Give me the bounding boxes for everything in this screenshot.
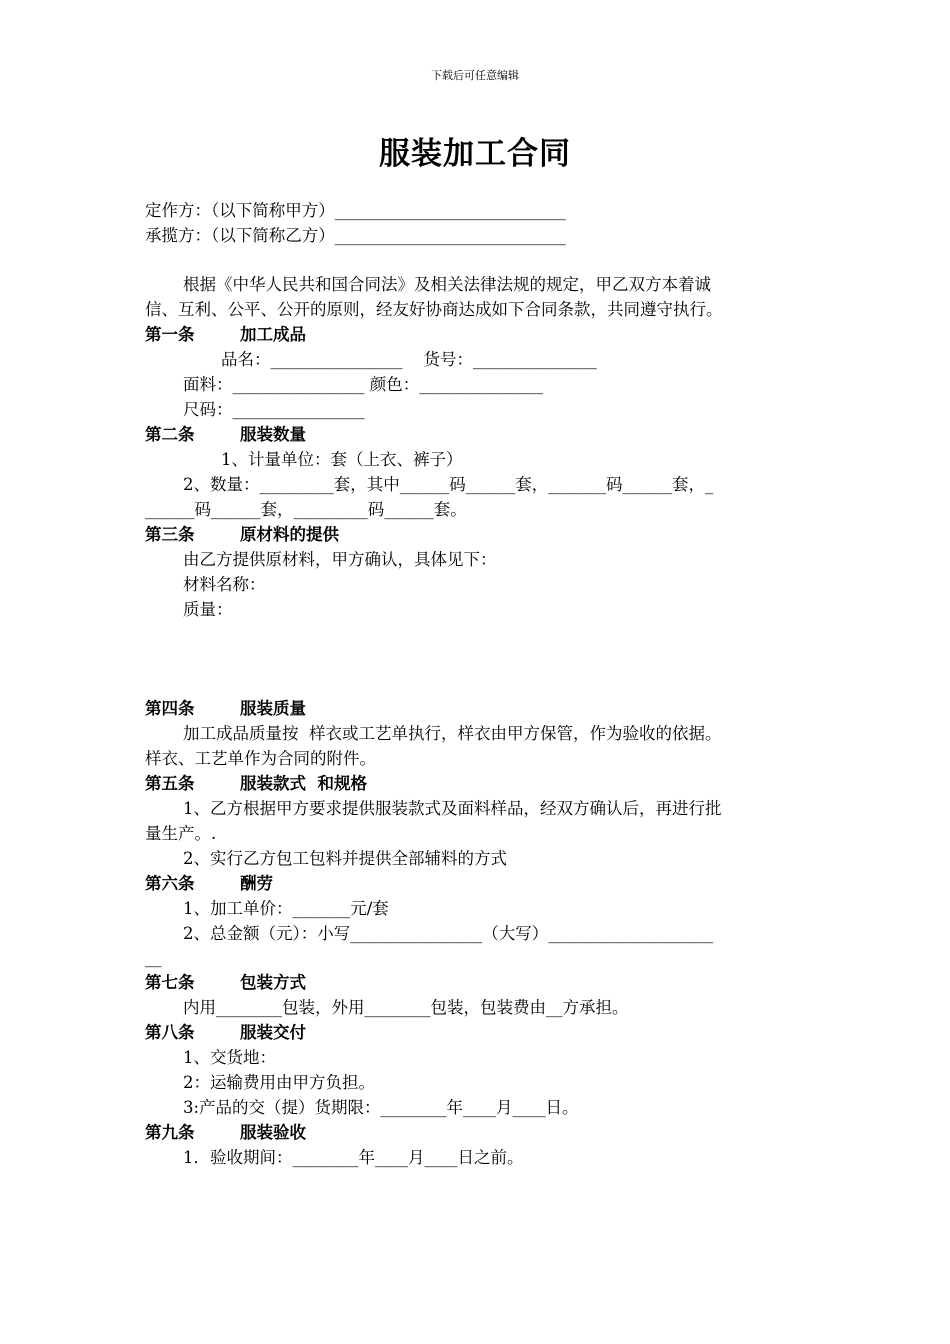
article-title: 服装质量 bbox=[240, 699, 306, 718]
article-line: 质量： bbox=[183, 600, 233, 619]
article-line: 由乙方提供原材料，甲方确认，具体见下： bbox=[183, 550, 497, 569]
article-line: 2：运输费用由甲方负担。 bbox=[183, 1073, 375, 1092]
article-number: 第七条 bbox=[145, 973, 195, 992]
article-line: 品名：________________ 货号：_______________ bbox=[221, 350, 597, 369]
article-title: 服装验收 bbox=[240, 1123, 306, 1142]
article-line: 材料名称： bbox=[183, 575, 266, 594]
article-line: 1．验收期间：________年____月____日之前。 bbox=[183, 1148, 524, 1167]
header-note: 下载后可任意编辑 bbox=[431, 69, 519, 82]
article-line: 1、加工单价：_______元/套 bbox=[183, 899, 389, 918]
article-line: 1、乙方根据甲方要求提供服装款式及面料样品，经双方确认后，再进行批 bbox=[183, 799, 722, 818]
article-title: 服装交付 bbox=[240, 1023, 306, 1042]
article-number: 第八条 bbox=[145, 1023, 195, 1042]
article-number: 第五条 bbox=[145, 774, 195, 793]
article-title: 包装方式 bbox=[240, 973, 306, 992]
document-title: 服装加工合同 bbox=[379, 136, 571, 172]
party-b-line: 承揽方：（以下简称乙方）____________________________ bbox=[145, 226, 566, 245]
article-line: 尺码：________________ bbox=[183, 400, 365, 419]
article-line: 2、数量：_________套，其中______码______套，_______码______套，_ bbox=[183, 475, 714, 494]
article-number: 第一条 bbox=[145, 325, 195, 344]
article-number: 第二条 bbox=[145, 425, 195, 444]
article-title: 加工成品 bbox=[240, 325, 306, 344]
article-title: 原材料的提供 bbox=[240, 525, 339, 544]
article-title: 酬劳 bbox=[240, 874, 273, 893]
article-line: 量生产。. bbox=[145, 824, 217, 843]
article-number: 第六条 bbox=[145, 874, 195, 893]
article-number: 第九条 bbox=[145, 1123, 195, 1142]
article-line: 加工成品质量按 样衣或工艺单执行，样衣由甲方保管，作为验收的依据。 bbox=[183, 724, 722, 743]
article-number: 第三条 bbox=[145, 525, 195, 544]
article-line: 内用________包装，外用________包装，包装费由__方承担。 bbox=[183, 998, 629, 1017]
article-title: 服装款式 和规格 bbox=[240, 774, 367, 793]
article-line: 3:产品的交（提）货期限：________年____月____日。 bbox=[183, 1098, 579, 1117]
article-line: ______码______套，_________码______套。 bbox=[145, 500, 467, 519]
intro-line: 信、互利、公平、公开的原则，经友好协商达成如下合同条款，共同遵守执行。 bbox=[145, 300, 723, 319]
article-line: 1、计量单位：套（上衣、裤子） bbox=[221, 450, 463, 469]
article-line: 2、实行乙方包工包料并提供全部辅料的方式 bbox=[183, 849, 507, 868]
article-line: 面料：________________ 颜色：_______________ bbox=[183, 375, 543, 394]
intro-line: 根据《中华人民共和国合同法》及相关法律法规的规定，甲乙双方本着诚 bbox=[183, 275, 711, 294]
article-line: 1、交货地： bbox=[183, 1048, 276, 1067]
article-line: 2、总金额（元）：小写________________（大写）____________________ bbox=[183, 924, 714, 943]
article-title: 服装数量 bbox=[240, 425, 306, 444]
article-line: __ bbox=[145, 948, 162, 967]
party-a-line: 定作方：（以下简称甲方）____________________________ bbox=[145, 201, 566, 220]
article-number: 第四条 bbox=[145, 699, 195, 718]
article-line: 样衣、工艺单作为合同的附件。 bbox=[145, 749, 376, 768]
